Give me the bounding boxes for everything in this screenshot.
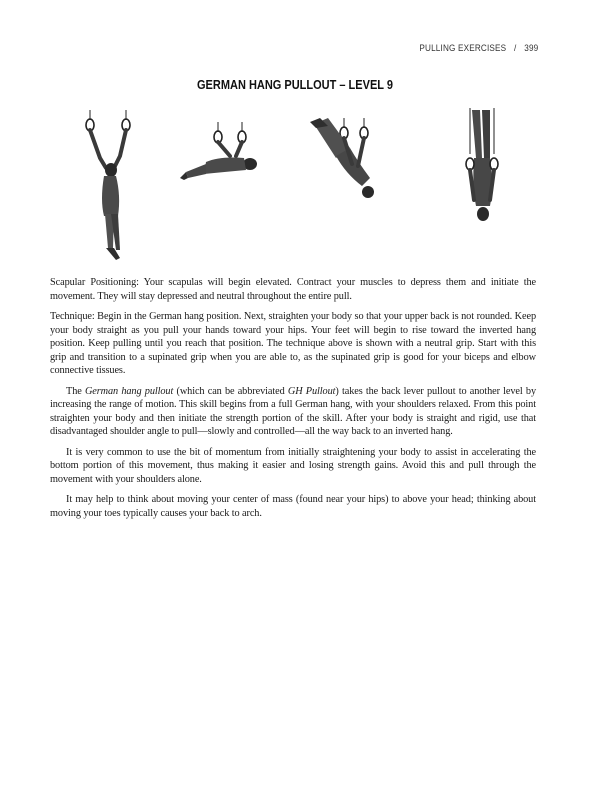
exercise-figures: [70, 100, 540, 265]
p3-lead: The: [66, 385, 85, 397]
header-separator: /: [513, 43, 517, 54]
figure-straightened: [180, 122, 280, 192]
paragraph-description: [50, 385, 536, 439]
body-text: [50, 276, 536, 527]
page-number: 399: [523, 43, 538, 54]
running-head: [419, 43, 538, 54]
figure-inverted-hang: [458, 108, 508, 243]
paragraph-center-of-mass: It may help to think about moving your center of mass (found near your hips) to above your head; thinking about moving your toes typically causes your back to arch.: [50, 494, 536, 519]
pulling-figure-icon: [306, 118, 386, 208]
paragraph-momentum: It is very common to use the bit of momentum from initially straightening your body to assist in accelerating the bottom portion of this movement, thus making it easier and losing strength gains. Avoid this and pull through the movement with your shoulders alone.: [50, 446, 536, 485]
term-gh-pullout: GH Pullout: [287, 385, 336, 397]
inverted-hang-figure-icon: [458, 108, 508, 243]
p3-mid: (which can be abbreviated: [173, 385, 288, 397]
figure-pulling: [306, 118, 386, 208]
figure-german-hang: [78, 110, 148, 265]
term-german-hang-pullout: German hang pullout: [84, 385, 174, 397]
paragraph-scapular-positioning: Scapular Positioning: Your scapulas will begin elevated. Contract your muscles to depress them and initiate the movement. They will stay depressed and neutral throughout the entire pull.: [50, 277, 536, 302]
page-title: GERMAN HANG PULLOUT – LEVEL 9: [197, 78, 393, 92]
straightened-figure-icon: [180, 122, 280, 192]
section-title: PULLING EXERCISES: [418, 43, 506, 54]
german-hang-figure-icon: [78, 110, 148, 265]
paragraph-technique: Technique: Begin in the German hang position. Next, straighten your body so that your upper back is not rounded. Keep your body straight as you pull your hands toward your hips. Your feet will begin to rise toward the inverted hang position. Keep pulling until you reach that position. The technique above is shown with a neutral grip. Start with this grip and transition to a supinated grip when you are able to, as the supinated grip is good for your biceps and elbow connective tissues.: [50, 311, 536, 376]
p3-rest: ) takes the back lever pullout to another level by increasing the range of motion. This skill begins from a full German hang, with your shoulders relaxed. From this point straighten your body and then initiate the strength portion of the skill. After your body is straight and rigid, use that disadvantaged shoulder angle to pull—slowly and controlled—all the way back to an inverted hang.: [50, 385, 536, 437]
